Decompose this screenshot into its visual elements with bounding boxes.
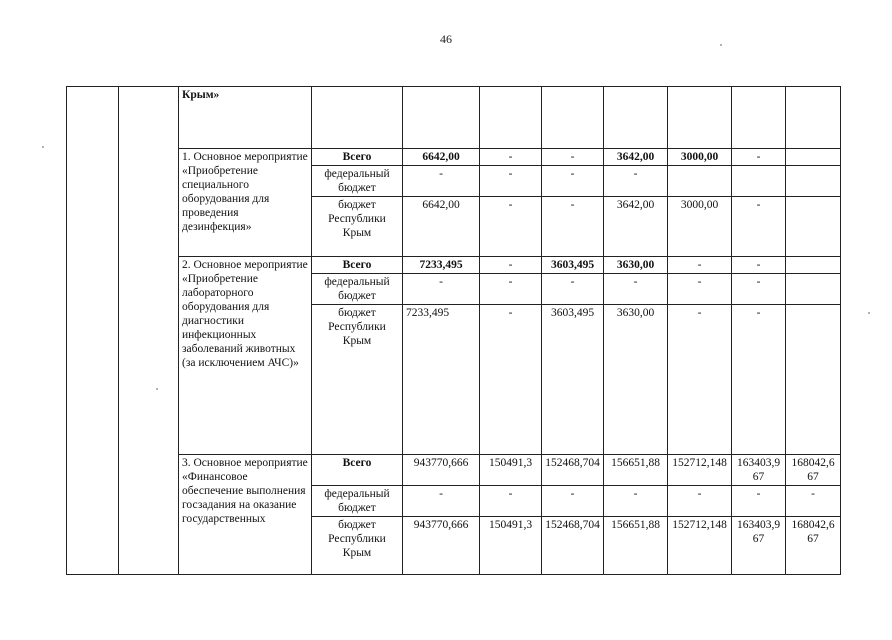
source-label: бюджет Республики Крым [312,517,403,575]
empty-cell [119,87,179,575]
scan-speck [156,388,158,390]
value-cell: - [480,257,542,274]
value-cell: - [668,274,732,305]
value-cell: - [732,486,786,517]
value-cell: - [542,486,604,517]
value-cell: - [604,486,668,517]
source-label: Всего [312,149,403,166]
value-cell: 168042,667 [786,455,841,486]
value-cell: 7233,495 [403,305,480,455]
activity-name: 1. Основное мероприятие «Приобретение специального оборудования для проведения дезинфекция» [179,149,312,257]
value-cell: 3000,00 [668,197,732,257]
value-cell: 150491,3 [480,455,542,486]
value-cell: 163403,967 [732,455,786,486]
value-cell: 943770,666 [403,517,480,575]
value-cell: 3603,495 [542,305,604,455]
table-row [67,455,841,486]
value-cell [786,305,841,455]
source-label: бюджет Республики Крым [312,197,403,257]
source-label: федеральный бюджет [312,166,403,197]
value-cell: - [403,486,480,517]
value-cell: - [732,197,786,257]
value-cell: - [480,274,542,305]
value-cell: 152468,704 [542,517,604,575]
source-label: Всего [312,257,403,274]
budget-table [66,86,841,575]
value-cell: 3642,00 [604,149,668,166]
value-cell: - [403,274,480,305]
source-label: федеральный бюджет [312,486,403,517]
value-cell [786,274,841,305]
value-cell: 156651,88 [604,455,668,486]
value-cell: - [732,305,786,455]
value-cell: 152712,148 [668,455,732,486]
value-cell: - [786,486,841,517]
table-row [67,257,841,274]
value-cell: 156651,88 [604,517,668,575]
empty-cell [67,87,119,575]
value-cell: - [480,166,542,197]
value-cell: - [542,149,604,166]
value-cell: - [604,166,668,197]
value-cell [732,166,786,197]
value-cell: - [542,166,604,197]
value-cell [786,166,841,197]
value-cell: - [542,197,604,257]
value-cell: - [668,486,732,517]
value-cell: - [604,274,668,305]
value-cell: - [403,166,480,197]
value-cell: - [480,486,542,517]
value-cell: 3630,00 [604,257,668,274]
value-cell: 152712,148 [668,517,732,575]
value-cell: 3642,00 [604,197,668,257]
scan-speck [868,312,870,314]
value-cell [786,149,841,166]
value-cell: - [542,274,604,305]
value-cell: - [732,149,786,166]
continued-text-cell: Крым» [179,87,312,149]
activity-name: 2. Основное мероприятие «Приобретение лабораторного оборудования для диагностики инфекционных заболеваний животных (за исключением АЧС)» [179,257,312,455]
source-label: федеральный бюджет [312,274,403,305]
value-cell: - [668,257,732,274]
value-cell: - [668,305,732,455]
value-cell: - [480,197,542,257]
scan-speck [720,44,722,46]
value-cell: 168042,667 [786,517,841,575]
source-label: бюджет Республики Крым [312,305,403,455]
value-cell: 3000,00 [668,149,732,166]
value-cell: 152468,704 [542,455,604,486]
value-cell [786,257,841,274]
source-label: Всего [312,455,403,486]
scan-speck [42,146,44,148]
value-cell: - [732,274,786,305]
value-cell: 150491,3 [480,517,542,575]
value-cell [786,197,841,257]
value-cell: 163403,967 [732,517,786,575]
value-cell [668,166,732,197]
table-row [67,87,841,149]
value-cell: 7233,495 [403,257,480,274]
table-row [67,149,841,166]
value-cell: 3630,00 [604,305,668,455]
activity-name: 3. Основное мероприятие «Финансовое обеспечение выполнения госзадания на оказание государственных [179,455,312,575]
page-number: 46 [440,32,452,46]
value-cell: - [732,257,786,274]
value-cell: 943770,666 [403,455,480,486]
value-cell: - [480,149,542,166]
value-cell: 6642,00 [403,149,480,166]
value-cell: 3603,495 [542,257,604,274]
value-cell: - [480,305,542,455]
value-cell: 6642,00 [403,197,480,257]
